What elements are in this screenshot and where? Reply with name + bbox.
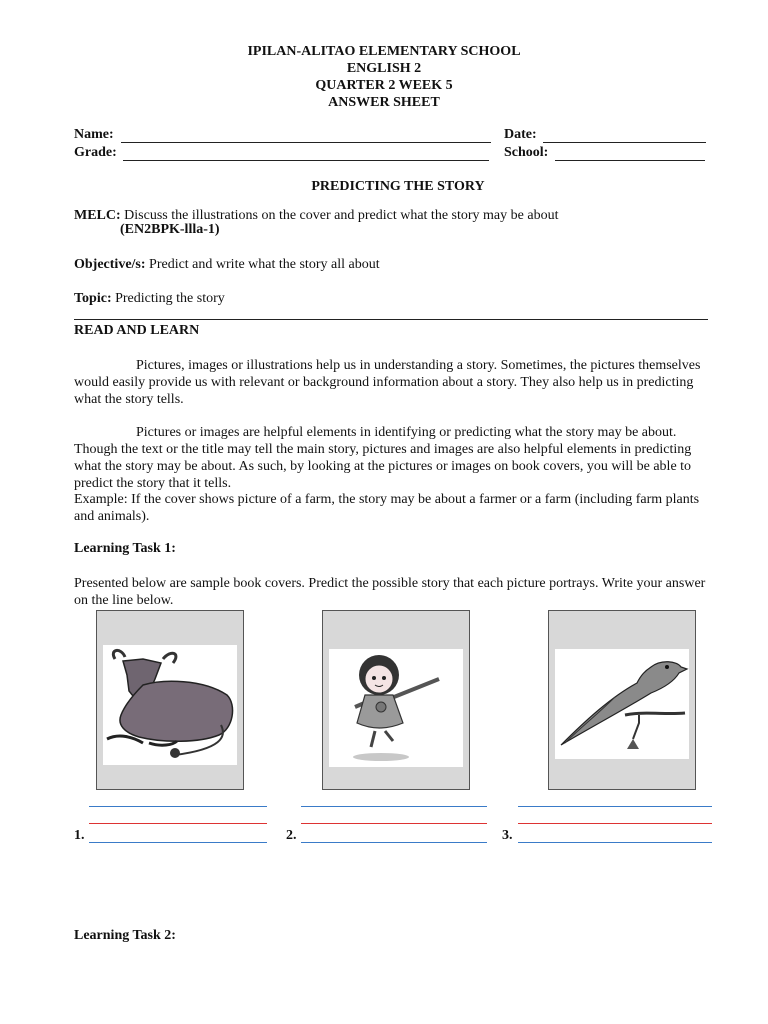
bird-icon (555, 649, 689, 759)
carabao-icon (103, 645, 237, 765)
school-name: IPILAN-ALITAO ELEMENTARY SCHOOL (247, 44, 521, 59)
task1-instructions: Presented below are sample book covers. Predict the possible story that each picture portrays. Write your answer on the line below. (74, 576, 706, 608)
topic-label: Topic: (74, 291, 112, 306)
answer-line-3b[interactable] (518, 823, 712, 824)
objective-text: Predict and write what the story all about (149, 257, 380, 272)
lesson-title: PREDICTING THE STORY (311, 179, 485, 194)
answer-line-1c[interactable] (89, 842, 267, 843)
answer-line-1a[interactable] (89, 806, 267, 807)
school-field[interactable] (555, 145, 705, 161)
read-learn-example: Example: If the cover shows picture of a farm, the story may be about a farmer or a farm (including farm plants and animals). (74, 492, 700, 524)
girl-dancing-icon (329, 649, 463, 767)
melc-label: MELC: (74, 208, 121, 223)
task1-heading: Learning Task 1: (74, 541, 176, 556)
objective-line (74, 256, 714, 273)
answer-line-2b[interactable] (301, 823, 487, 824)
book-cover-1 (96, 610, 244, 790)
grade-field[interactable] (123, 145, 489, 161)
answer-number-2: 2. (286, 828, 297, 843)
topic-line (74, 290, 714, 307)
objective-label: Objective/s: (74, 257, 146, 272)
school-label: School: (504, 145, 549, 160)
answer-line-2a[interactable] (301, 806, 487, 807)
sheet-title: ANSWER SHEET (328, 95, 440, 110)
task2-heading: Learning Task 2: (74, 928, 176, 943)
book-cover-3 (548, 610, 696, 790)
section-divider (74, 319, 708, 320)
melc-text: Discuss the illustrations on the cover and predict what the story may be about (124, 208, 559, 223)
date-field[interactable] (543, 127, 706, 143)
read-learn-paragraph-1: Pictures, images or illustrations help us in understanding a story. Sometimes, the pictures themselves would easily provide us with relevant or background information about a story. They also help us in predicting what the story tells. (74, 358, 701, 407)
answer-line-3a[interactable] (518, 806, 712, 807)
name-field[interactable] (121, 127, 491, 143)
date-label: Date: (504, 127, 537, 142)
quarter-title: QUARTER 2 WEEK 5 (315, 78, 453, 93)
answer-number-1: 1. (74, 828, 85, 843)
book-cover-2 (322, 610, 470, 790)
read-learn-heading: READ AND LEARN (74, 323, 200, 338)
answer-line-2c[interactable] (301, 842, 487, 843)
answer-line-1b[interactable] (89, 823, 267, 824)
answer-line-3c[interactable] (518, 842, 712, 843)
melc-code: (EN2BPK-llla-1) (120, 222, 220, 237)
topic-text: Predicting the story (115, 291, 225, 306)
name-label: Name: (74, 127, 114, 142)
read-learn-paragraph-2: Pictures or images are helpful elements in identifying or predicting what the story may be about. Though the text or the title may tell the main story, pictures and images are also helpful elements in predicting what the story may be about. As such, by looking at the pictures or images on book covers, you will be able to predict the story that it tells. (74, 425, 692, 491)
answer-number-3: 3. (502, 828, 513, 843)
subject-title: ENGLISH 2 (346, 61, 422, 76)
grade-label: Grade: (74, 145, 117, 160)
